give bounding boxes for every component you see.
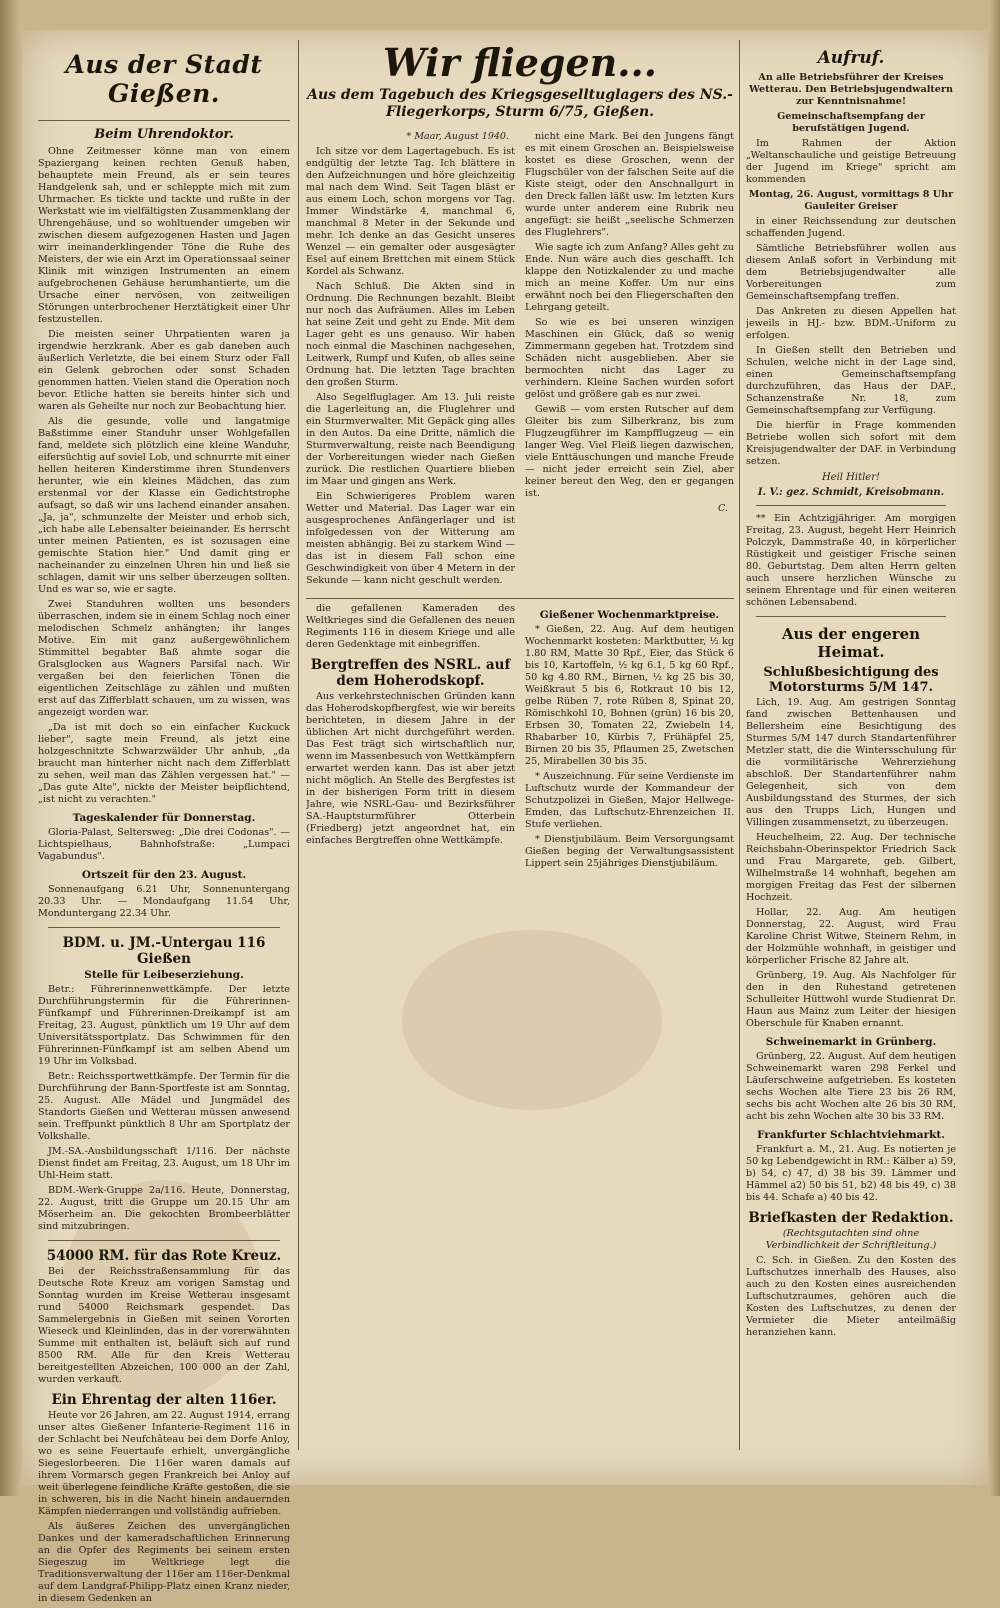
paragraph: * Dienstjubiläum. Beim Versorgungsamt Gießen beging der Verwaltungsassistent Lippert sein 25jähriges Dienstjubiläum. [525, 834, 734, 869]
paragraph: BDM.-Werk-Gruppe 2a/116. Heute, Donnerstag, 22. August, tritt die Gruppe um 20.15 Uhr am Möserheim an. Die gekochten Brombeerblätter sind mitzubringen. [38, 1185, 290, 1232]
article-ehrentag [38, 1410, 290, 1605]
feature-left [306, 131, 515, 590]
feature-subtitle: Aus dem Tagebuch des Kriegsgeselltuglagers des NS.-Fliegerkorps, Sturm 6/75, Gießen. [307, 87, 733, 120]
wochenmarkt-article [525, 603, 734, 873]
column-rule-2 [739, 40, 740, 1450]
article-uhrendoktor [38, 146, 290, 806]
paragraph: Heuchelheim, 22. Aug. Der technische Reichsbahn-Oberinspektor Friedrich Sack und Frau Margarete, geb. Gilbert, Wilhelmstraße 14 wohnhaft, begehen am morgigen Freitag das Fest der silbernen Hochzeit. [746, 832, 956, 903]
calendar-title: Tageskalender für Donnerstag. [72, 812, 256, 824]
column-rule-1 [298, 40, 299, 1450]
divider [756, 505, 946, 506]
paragraph: Heute vor 26 Jahren, am 22. August 1914, errang unser altes Gießener Infanterie-Regiment 116 in der Schlacht bei Neufchâteau bei dem Dorfe Anloy, wo es seine Feuertaufe erhielt, unvergängliche Siegeslorbeeren. Die 116er waren damals auf ihrem Vormarsch gegen Frankreich bei Anloy auf weit überlegene feindliche Kräfte gestoßen, die sie in schweren, bis in die Nacht hinein andauernden Kämpfen niederrangen und vollständig aufrieben. [38, 1410, 290, 1517]
wochenmarkt-title: Gießener Wochenmarktpreise. [539, 609, 720, 621]
feature-title: Wir fliegen... [383, 40, 657, 85]
calendar-text: Gloria-Palast, Seltersweg: „Die drei Codonas". — Lichtspielhaus, Bahnhofstraße: „Lumpaci Vagabundus". [38, 827, 290, 862]
paragraph: Gewiß — vom ersten Rutscher auf dem Gleiter bis zum Silberkranz, bis zum Flugzeugführer im Kampfflugzeug — ein langer Weg. Viel Fleiß liegen dazwischen, viele Enttäuschungen und manche Freude — nicht jeder erreicht sein Ziel, aber keiner bereut den Weg, den er gegangen ist. [525, 404, 734, 499]
paragraph: Also Segelfluglager. Am 13. Juli reiste die Lagerleitung an, die Fluglehrer und ein Sturmverwalter. Mit Gepäck ging alles in den Autos. Da eine Dritte, nämlich die Sturmverwaltung, reiste nach Beendigung der Vorbereitungen wieder nach Gießen zurück. Die restlichen Quartiere blieben im Maar und gingen ans Werk. [306, 392, 515, 487]
paragraph: Lich, 19. Aug. Am gestrigen Sonntag fand zwischen Bettenhausen und Bellersheim eine Besichtigung des Sturmes 5/M 147 durch Standartenführer Metzler statt, die die Wintersschulung für die vormilitärische Wehrerziehung abschloß. Der Standartenführer nahm Gelegenheit, sich von dem Ausbildungsstand des Sturmes, der sich aus den Trupps Lich, Hungen und Villingen zusammensetzt, zu überzeugen. [746, 697, 956, 828]
paragraph: Ein Schwierigeres Problem waren Wetter und Material. Das Lager war ein ausgesprochenes Anfängerlager und ist infolgedessen von der Witterung am meisten abhängig. Bei zu starkem Wind — das ist in diesem Fall schon eine Geschwindigkeit von über 4 Metern in der Sekunde — kann nicht geschult werden. [306, 491, 515, 586]
column-local-news [38, 40, 290, 1608]
feature-body [306, 131, 734, 590]
divider [38, 120, 290, 121]
paragraph: Betr.: Führerinnenwettkämpfe. Der letzte Durchführungstermin für die Führerinnen-Fünfkampf und Führerinnen-Dreikampf ist am Freitag, 23. August, pünktlich um 19 Uhr auf dem Universitätssportplatz. Das Schwimmen für den Führerinnen-Fünfkampf ist am selben Abend um 19 Uhr im Volksbad. [38, 984, 290, 1067]
bdm-title: BDM. u. JM.-Untergau 116 Gießen [62, 935, 266, 967]
dateline: * Maar, August 1940. [406, 131, 509, 142]
aufruf-intro: An alle Betriebsführer der Kreises Wetterau. Den Betriebsjugendwaltern zur Kenntnisnahme! [749, 72, 953, 107]
greeting: Heil Hitler! [821, 472, 881, 483]
paragraph: Betr.: Reichssportwettkämpfe. Der Termin für die Durchführung der Bann-Sportfeste ist am Sonntag, 25. August. Alle Mädel und Jungmädel des Standorts Gießen und Wetterau müssen anwesend sein. Treffpunkt pünktlich 8 Uhr am Sportplatz der Volkshalle. [38, 1071, 290, 1142]
rotes-kreuz-text: Bei der Reichsstraßensammlung für das Deutsche Rote Kreuz am vorigen Samstag und Sonntag wurden im Kreise Wetterau insgesamt rund 54000 Reichsmark gespendet. Das Sammelergebnis in Gießen mit seinen Vororten Wieseck und Kleinlinden, das in der vorerwähnten Summe mit enthalten ist, beläuft sich auf rund 8500 RM. Alle für den Kreis Wetterau bereitgestellten Abzeichen, 100 000 an der Zahl, wurden verkauft. [38, 1266, 290, 1385]
heimat-articles [746, 697, 956, 1030]
bergtreffen-article [306, 603, 515, 873]
paragraph: Die meisten seiner Uhrpatienten waren ja irgendwie herzkrank. Aber es gab daneben auch äußerlich Verletzte, die bei einem Sturz oder Fall ein Gelenk gebrochen oder sonst Schaden genommen hatten. Vielen stand die Operation noch bevor. Etliche hatten sie bereits hinter sich und waren als Geheilte nur noch zur Beobachtung hier. [38, 329, 290, 412]
scan-right-edge [988, 0, 1000, 1496]
divider [48, 1240, 280, 1241]
paragraph: Ich sitze vor dem Lagertagebuch. Es ist endgültig der letzte Tag. Ich blättere in den Aufzeichnungen und höre gleichzeitig mal nach dem Wind. Seit Tagen bläst er aus einem Loch, schon morgens vor Tag. Immer Windstärke 4, manchmal 6, manchmal 8 Meter in der Sekunde und mehr. Ich denke an das Gesicht unseres Wenzel — ein gemalter oder ausgesägter Esel auf einem Brettchen mit einem Stück Kordel als Schwanz. [306, 146, 515, 277]
article-title: Beim Uhrendoktor. [94, 127, 234, 142]
paragraph: Das Ankreten zu diesen Appellen hat jeweils in HJ.- bzw. BDM.-Uniform zu erfolgen. [746, 306, 956, 341]
paragraph: JM.-SA.-Ausbildungsschaft 1/116. Der nächste Dienst findet am Freitag, 23. August, um 18 Uhr im Uhl-Heim statt. [38, 1146, 290, 1181]
briefkasten-note: (Rechtsgutachten sind ohne Verbindlichkeit der Schriftleitung.) [765, 1228, 937, 1251]
schweinemarkt-title: Schweinemarkt in Grünberg. [765, 1036, 937, 1048]
paragraph: So wie es bei unseren winzigen Maschinen ein Glück, daß so wenig Zimmermann gegeben hat. Trotzdem sind Schäden nicht ausgeblieben. Aber sie bermochten nicht das Lager zu verhindern. Kleine Sachen wurden sofort gelöst und größere gab es nur zwei. [525, 317, 734, 400]
schweinemarkt-text: Grünberg, 22. August. Auf dem heutigen Schweinemarkt waren 298 Ferkel und Läuferschweine aufgetrieben. Es kosteten sechs Wochen alte Tiere 23 bis 26 RM, sechs bis acht Wochen alte 26 bis 30 RM, acht bis zehn Wochen alte 30 bis 33 RM. [746, 1051, 956, 1122]
aufruf-sub: Gemeinschaftsempfang der berufstätigen Jugend. [777, 111, 925, 134]
ortszeit-text: Sonnenaufgang 6.21 Uhr, Sonnenuntergang 20.33 Uhr. — Mondaufgang 11.54 Uhr, Monduntergang 22.34 Uhr. [38, 884, 290, 919]
paragraph: In Gießen stellt den Betrieben und Schulen, welche nicht in der Lage sind, einen Gemeinschaftsempfang durchzuführen, das Haus der DAF., Schanzenstraße Nr. 18, zum Gemeinschaftsempfang zur Verfügung. [746, 345, 956, 416]
ortszeit-title: Ortszeit für den 23. August. [81, 869, 247, 881]
paragraph: Die hierfür in Frage kommenden Betriebe wollen sich sofort mit dem Kreisjugendwalter der DAF. in Verbindung setzen. [746, 420, 956, 467]
paragraph: die gefallenen Kameraden des Weltkrieges sind die Gefallenen des neuen Regiments 116 in diesem Kriege und alle deren Gedenktage mit einbegriffen. [306, 603, 515, 650]
briefkasten-text: C. Sch. in Gießen. Zu den Kosten des Luftschutzes innerhalb des Hauses, also auch zu den Kosten eines ausreichenden Luftschutzraumes, gehören auch die Kosten des Luftschutzes, zu denen der Vermieter die Mieter anteilmäßig heranziehen kann. [746, 1255, 956, 1338]
article-bdm [38, 984, 290, 1233]
scan-left-edge [0, 0, 22, 1496]
divider [48, 927, 280, 928]
paragraph: * Gießen, 22. Aug. Auf dem heutigen Wochenmarkt kosteten: Marktbutter, ½ kg 1.80 RM, Matte 30 Rpf., Eier, das Stück 6 bis 10, Kartoffeln, ½ kg 6.1, 5 kg 60 Rpf., 50 kg 4.80 RM., Birnen, ½ kg 25 bis 30, Weißkraut 5 bis 6, Rotkraut 10 bis 12, gelbe Rüben 7, rote Rüben 8, Spinat 20, Römischkohl 10, Bohnen (grün) 16 bis 20, Erbsen 30, Tomaten 22, Zwiebeln 14, Rhabarber 10, Kürbis 7, Frühäpfel 25, Birnen 20 bis 35, Pflaumen 25, Zwetschen 25, Mirabellen 30 bis 35. [525, 624, 734, 767]
schlachtvieh-text: Frankfurt a. M., 21. Aug. Es notierten je 50 kg Lebendgewicht in RM.: Kälber a) 59, b) 54, c) 47, d) 38 bis 39. Lämmer und Hämmel a2) 50 bis 51, b2) 48 bis 49, c) 38 bis 44. Schafe a) 40 bis 42. [746, 1144, 956, 1203]
feature-right [525, 131, 734, 590]
paragraph: Im Rahmen der Aktion „Weltanschauliche und geistige Betreuung der Jugend im Kriege" spricht am kommenden [746, 138, 956, 185]
section-masthead: Aus der Stadt Gießen. [65, 50, 263, 108]
paragraph: Hollar, 22. Aug. Am heutigen Donnerstag, 22. August, wird Frau Karoline Christ Witwe, Steinern Rehm, in der Holzmühle wohnhaft, in geistiger und körperlicher Frische 82 Jahre alt. [746, 907, 956, 966]
aufruf-date: Montag, 26. August, vormittags 8 Uhr Gauleiter Greiser [748, 189, 954, 212]
aufruf-title: Aufruf. [817, 48, 885, 68]
paragraph: „Da ist mit doch so ein einfacher Kuckuck lieber", sagte mein Freund, als jetzt eine holzgeschnitzte Schwarzwälder Uhr anhub, „da braucht man hinterher nicht nach dem Zifferblatt zu sehen, weil man das Zählen vergessen hat." — „Das gute Alte", nickte der Meister beipflichtend, „ist nicht zu verachten." [38, 722, 290, 805]
paragraph: Ohne Zeitmesser könne man von einem Spaziergang keinen rechten Genuß haben, behauptete mein Freund, als er sein teures Handgelenk sah, und er schleppte mich mit zum Uhrmacher. Es tickte und tackte und rußte in der Werkstatt wie im vielfältigsten Zusammenklang der Uhrengehäuse, und so wohltuender umgeben wir zwischen diesem aufgezogenen Hasten und Jagen wirr ineinanderklingender Töne die Ruhe des Meisters, der wie ein Arzt im Operationssaal seiner Klinik mit winzigen Instrumenten an einem aufgebrochenen Gehäuse herumhantierte, um die Ursache einer nervösen, von zeitweiligen Störungen unterbrochener Herztätigkeit einer Uhr festzustellen. [38, 146, 290, 325]
paragraph: nicht eine Mark. Bei den Jungens fängt es mit einem Groschen an. Beispielsweise kostet es diese Groschen, wenn der Flugschüler von der falschen Seite auf die Kiste steigt, oder den Anschnallgurt in den Dreck fallen läßt usw. Im letzten Kurs wurde unter anderem eine Rubrik neu angefügt: sie heißt „seelische Schmerzen des Fluglehrers". [525, 131, 734, 238]
paragraph: Sämtliche Betriebsführer wollen aus diesem Anlaß sofort in Verbindung mit dem Betriebsjugendwalter alle Vorbereitungen zum Gemeinschaftsempfang treffen. [746, 243, 956, 302]
achtzig-text: ** Ein Achtzigjähriger. Am morgigen Freitag, 23. August, begeht Herr Heinrich Polczyk, Dammstraße 40, in körperlicher Rüstigkeit und geistiger Frische seinen 80. Geburtstag. Dem alten Herrn gelten auch unsere herzlichen Wünsche zu seinem Ehrentage und für einen weiteren schönen Lebensabend. [746, 513, 956, 608]
paragraph: Als äußeres Zeichen des unvergänglichen Dankes und der kameradschaftlichen Erinnerung an die Opfer des Regiments bei seinem ersten Siegeszug im Weltkriege legt die Traditionsverwaltung der 116er am 116er-Denkmal auf dem Landgraf-Philipp-Platz einen Kranz nieder, in diesem Gedenken an [38, 1521, 290, 1604]
divider [306, 598, 734, 599]
paragraph: * Auszeichnung. Für seine Verdienste im Luftschutz wurde der Kommandeur der Schutzpolizei in Gießen, Major Hellwege-Emden, das Luftschutz-Ehrenzeichen II. Stufe verliehen. [525, 771, 734, 830]
paragraph: Wie sagte ich zum Anfang? Alles geht zu Ende. Nun wäre auch dies geschafft. Ich klappe den Notizkalender zu und mache mich an meine Koffer. Um nur eins erwähnt noch bei den Fliegerschaften den Lehrgang geteilt. [525, 242, 734, 313]
column-feature [306, 40, 734, 873]
bergtreffen-title: Bergtreffen des NSRL. auf dem Hoherodskopf. [310, 657, 511, 689]
paragraph: in einer Reichssendung zur deutschen schaffenden Jugend. [746, 216, 956, 239]
rotes-kreuz-title: 54000 RM. für das Rote Kreuz. [46, 1248, 282, 1264]
paragraph: Zwei Standuhren wollten uns besonders überraschen, indem sie in einem Schlag noch einer melodischen Schmelz anhängten; ihr langes Motive. Ein mit ganz außergewöhnlichem Stimmittel begabter Baß ahmte sogar die Gralsglocken aus Wagners Parsifal nach. Wir vergaßen bei den feierlichen Tönen die eigentlichen Zeitschläge zu zählen und mußten erst auf das Zifferblatt schauen, um zu wissen, was angezeigt worden war. [38, 599, 290, 718]
aufruf-notice [746, 72, 956, 498]
heimat-subtitle: Schlußbesichtigung des Motorsturms 5/M 147. [763, 665, 939, 695]
paragraph: Nach Schluß. Die Akten sind in Ordnung. Die Rechnungen bezahlt. Bleibt nur noch das Aufräumen. Alles im Leben hat seine Zeit und geht zu Ende. Mit dem Lager geht es uns genauso. Wir haben noch einmal die Maschinen nachgesehen, Leitwerk, Rumpf und Kufen, ob alles seine Ordnung hat. Die letzten Tage brachten den großen Sturm. [306, 281, 515, 388]
divider [756, 616, 946, 617]
paragraph: Als die gesunde, volle und langatmige Baßstimme einer Standuhr unser Wohlgefallen fand, meldete sich plötzlich eine kleine Wanduhr, eifersüchtig auf soviel Lob, und schnurrte mit einer hellen heiteren Kinderstimme ihren Stundenvers herunter, wie ein kleines Mädchen, das zum erstenmal vor der Klasse ein Gedichtstrophe aufsagt, so daß wir uns lachend einander ansahen. „Ja, ja", schmunzelte der Meister und erhob sich, „ich habe alle Lebensalter beieinander. Es herrscht unter meinen Patienten, es ist sozusagen eine gemischte Station hier." Und damit ging er nacheinander zu einzelnen Uhren hin und ließ sie schlagen, damit wir uns selber überzeugen sollten. Und es war so, wie er sagte. [38, 416, 290, 595]
column-notices [746, 40, 956, 1342]
briefkasten-title: Briefkasten der Redaktion. [748, 1210, 954, 1226]
paragraph: Aus verkehrstechnischen Gründen kann das Hoherodskopfbergfest, wie wir bereits berichteten, in diesem Jahre in der üblichen Art nicht durchgeführt werden. Das Fest trägt sich wirtschaftlich nur, wenn im Massenbesuch von Wettkämpfern erwartet werden kann. Das ist aber jetzt nicht möglich. An Stelle des Bergfestes ist in der bisherigen Form tritt in diesem Jahre, wie NSRL-Gau- und Bezirksführer SA.-Hauptsturmführer Otterbein (Friedberg) jetzt angeordnet hat, ein einfaches Bergtreffen ohne Wettkämpfe. [306, 691, 515, 846]
bdm-subtitle: Stelle für Leibeserziehung. [84, 969, 244, 981]
paragraph: Grünberg, 19. Aug. Als Nachfolger für den in den Ruhestand getretenen Schulleiter Hüttwohl wurde Studienrat Dr. Haun aus Mainz zum Leiter der hiesigen Oberschule für Knaben ernannt. [746, 970, 956, 1029]
ehrentag-title: Ein Ehrentag der alten 116er. [51, 1392, 277, 1408]
paper-stain [402, 930, 662, 1110]
schlachtvieh-title: Frankfurter Schlachtviehmarkt. [757, 1129, 945, 1141]
lower-articles [306, 603, 734, 873]
signature: I. V.: gez. Schmidt, Kreisobmann. [757, 487, 945, 498]
heimat-title: Aus der engeren Heimat. [781, 625, 921, 661]
author-signoff: C. [718, 503, 728, 514]
